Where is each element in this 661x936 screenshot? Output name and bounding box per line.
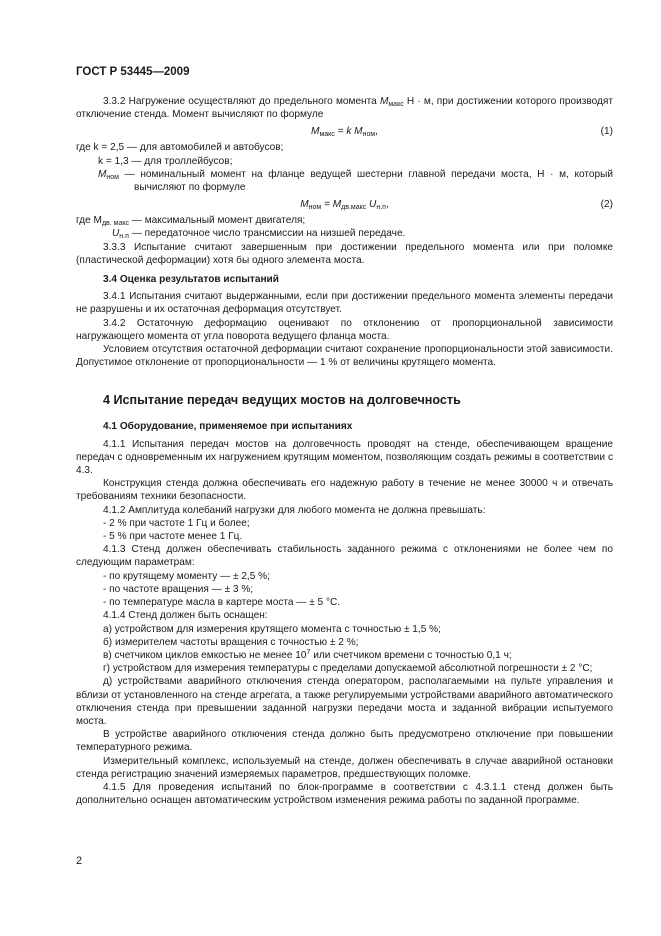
paragraph-3-4-1: 3.4.1 Испытания считают выдержанными, если при достижении предельного момента элементы передачи не разрушены и их остаточная деформация отсутствует.: [76, 291, 613, 316]
list-item: а) устройством для измерения крутящего момента с точностью ± 1,5 %;: [103, 623, 441, 635]
list-item: - по частоте вращения — ± 3 %;: [103, 583, 254, 595]
heading-section-4: 4 Испытание передач ведущих мостов на долговечность: [103, 393, 461, 408]
list-item: г) устройством для измерения температуры с пределами допускаемой абсолютной погрешности ± 2 °С;: [103, 663, 593, 675]
page-number: 2: [76, 855, 83, 867]
paragraph-4-1-4-cont: В устройстве аварийного отключения стенда должно быть предусмотрено отключение при повышении температурного режима.: [76, 729, 613, 754]
formula-1: $M_{макс} = k$ $M_{ном}$, (1): [311, 126, 613, 139]
list-item: д) устройствами аварийного отключения стенда оператором, располагаемыми на пульте управления и вблизи от установленного на стенде агрегата, а также регулируемыми устройствами аварийного автоматического отключения стенда при превышении заданной нагрузки передачи моста и заданной вибрации испытуемого моста.: [76, 676, 613, 727]
paragraph-3-3-2: 3.3.2 Нагружение осуществляют до предельного момента $M_{макс}$ Н · м, при достижении которого производят отключение стенда. Момент вычисляют по формуле: [76, 96, 613, 121]
where-clause: где k = 2,5 — для автомобилей и автобусов;: [76, 142, 284, 154]
paragraph-4-1-4: 4.1.4 Стенд должен быть оснащен:: [103, 610, 268, 622]
where-clause: $U_{н.п}$ — передаточное число трансмиссии на низшей передаче.: [112, 228, 406, 241]
paragraph-4-1-1-cont: Конструкция стенда должна обеспечивать его надежную работу в течение не менее 30000 ч и отвечать требованиям техники безопасности.: [76, 478, 613, 503]
paragraph-4-1-1: 4.1.1 Испытания передач мостов на долговечность проводят на стенде, обеспечивающем вращение передач с одновременным их нагружением крутящим моментом, позволяющим создать режимы в соответствии с 4.3.: [76, 438, 613, 477]
where-clause: k = 1,3 — для троллейбусов;: [98, 155, 233, 167]
list-item: - по температуре масла в картере моста — ± 5 °С.: [103, 597, 341, 609]
formula-2: $M_{ном} = M_{дв.макс}$ $U_{н.п}$, (2): [300, 199, 613, 212]
paragraph-3-4-2-cont: Условием отсутствия остаточной деформации считают сохранение пропорциональности этой зависимости. Допустимое отклонение от пропорциональности — 1 % от величины крутящего момента.: [76, 344, 613, 369]
paragraph-3-3-3: 3.3.3 Испытание считают завершенным при достижении предельного момента или при поломке (пластической деформации) хотя бы одного элемента моста.: [76, 241, 613, 266]
document-body: [76, 95, 613, 807]
document-code-header: ГОСТ Р 53445—2009: [76, 66, 190, 78]
where-clause: где $M_{дв. макс}$ — максимальный момент двигателя;: [76, 215, 306, 228]
list-item: - 2 % при частоте 1 Гц и более;: [103, 517, 250, 529]
where-clause: $M_{ном}$ — номинальный момент на фланце ведущей шестерни главной передачи моста, Н · м, который вычисляют по формуле: [98, 168, 613, 194]
paragraph-3-4-2: 3.4.2 Остаточную деформацию оценивают по отклонению от пропорциональной зависимости нагружающего момента от угла поворота ведущего фланца моста.: [76, 317, 613, 342]
paragraph-4-1-5: 4.1.5 Для проведения испытаний по блок-программе в соответствии с 4.3.1.1 стенд должен быть дополнительно оснащен автоматическим устройством изменения режима работы по заданной программе.: [76, 781, 613, 807]
list-item: - 5 % при частоте менее 1 Гц.: [103, 531, 243, 543]
heading-3-4: 3.4 Оценка результатов испытаний: [103, 274, 279, 286]
list-item: б) измерителем частоты вращения с точностью ± 2 %;: [103, 636, 359, 648]
formula-number: (1): [600, 126, 613, 138]
heading-4-1: 4.1 Оборудование, применяемое при испытаниях: [103, 421, 353, 433]
formula-number: (2): [600, 199, 613, 211]
paragraph-4-1-4-cont: Измерительный комплекс, используемый на стенде, должен обеспечивать в случае аварийной остановки стенда регистрацию значений измеряемых параметров, предшествующих поломке.: [76, 755, 613, 780]
list-item: - по крутящему моменту — ± 2,5 %;: [103, 570, 270, 582]
list-item: в) счетчиком циклов емкостью не менее $10^7$ или счетчиком времени с точностью 0,1 ч;: [103, 648, 512, 661]
paragraph-4-1-2: 4.1.2 Амплитуда колебаний нагрузки для любого момента не должна превышать:: [103, 504, 486, 516]
paragraph-4-1-3: 4.1.3 Стенд должен обеспечивать стабильность заданного режима с отклонениями не более чем по следующим параметрам:: [76, 544, 613, 569]
